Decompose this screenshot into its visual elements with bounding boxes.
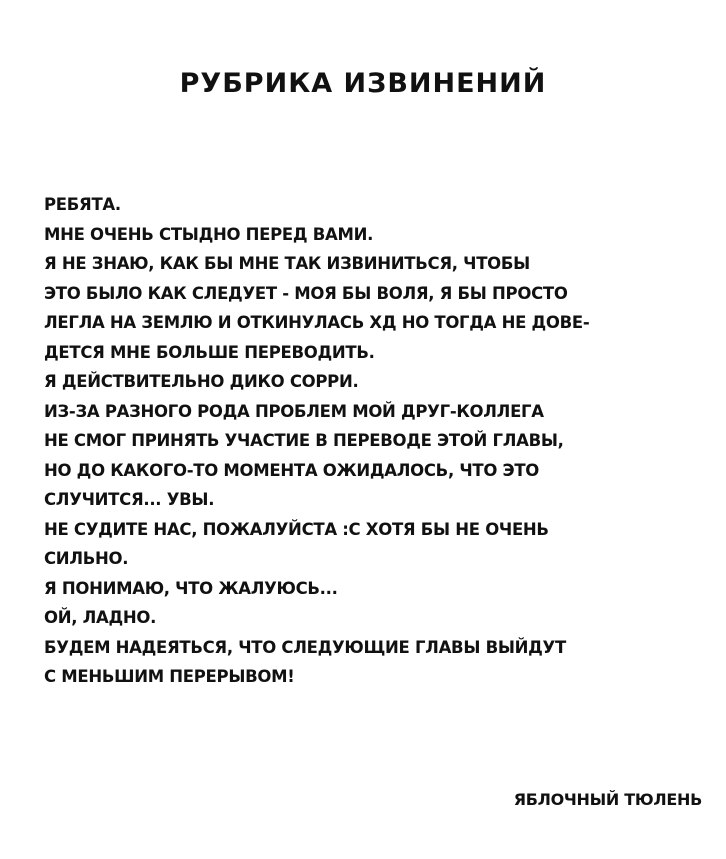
text-line: РЕБЯТА. xyxy=(44,195,121,214)
text-line: ДЕТСЯ МНЕ БОЛЬШЕ ПЕРЕВОДИТЬ. xyxy=(44,342,375,362)
text-line: ИЗ-ЗА РАЗНОГО РОДА ПРОБЛЕМ МОЙ ДРУГ-КОЛЛЕГА xyxy=(44,401,544,421)
text-line: ОЙ, ЛАДНО. xyxy=(44,608,157,627)
text-line: СИЛЬНО. xyxy=(44,549,129,568)
text-line: Я ПОНИМАЮ, ЧТО ЖАЛУЮСЬ... xyxy=(44,578,338,598)
page-title: РУБРИКА ИЗВИНЕНИЙ xyxy=(179,68,547,99)
text-line: НЕ СУДИТЕ НАС, ПОЖАЛУЙСТА :С ХОТЯ БЫ НЕ ОЧЕНЬ xyxy=(44,519,549,539)
text-line: ЛЕГЛА НА ЗЕМЛЮ И ОТКИНУЛАСЬ ХД НО ТОГДА НЕ ДОВЕ- xyxy=(44,313,590,332)
text-line: Я НЕ ЗНАЮ, КАК БЫ МНЕ ТАК ИЗВИНИТЬСЯ, ЧТОБЫ xyxy=(44,254,530,273)
text-line: НЕ СМОГ ПРИНЯТЬ УЧАСТИЕ В ПЕРЕВОДЕ ЭТОЙ ГЛАВЫ, xyxy=(44,431,564,450)
text-line: СЛУЧИТСЯ... УВЫ. xyxy=(44,490,215,509)
text-line: ЭТО БЫЛО КАК СЛЕДУЕТ - МОЯ БЫ ВОЛЯ, Я БЫ ПРОСТО xyxy=(44,283,568,303)
text-line: Я ДЕЙСТВИТЕЛЬНО ДИКО СОРРИ. xyxy=(44,372,359,391)
apology-text xyxy=(44,190,716,692)
signature: ЯБЛОЧНЫЙ ТЮЛЕНЬ xyxy=(513,790,702,809)
text-line: С МЕНЬШИМ ПЕРЕРЫВОМ! xyxy=(44,667,295,686)
text-line: МНЕ ОЧЕНЬ СТЫДНО ПЕРЕД ВАМИ. xyxy=(44,224,374,244)
text-line: НО ДО КАКОГО-ТО МОМЕНТА ОЖИДАЛОСЬ, ЧТО ЭТО xyxy=(44,460,540,480)
text-line: БУДЕМ НАДЕЯТЬСЯ, ЧТО СЛЕДУЮЩИЕ ГЛАВЫ ВЫЙДУТ xyxy=(44,637,566,657)
